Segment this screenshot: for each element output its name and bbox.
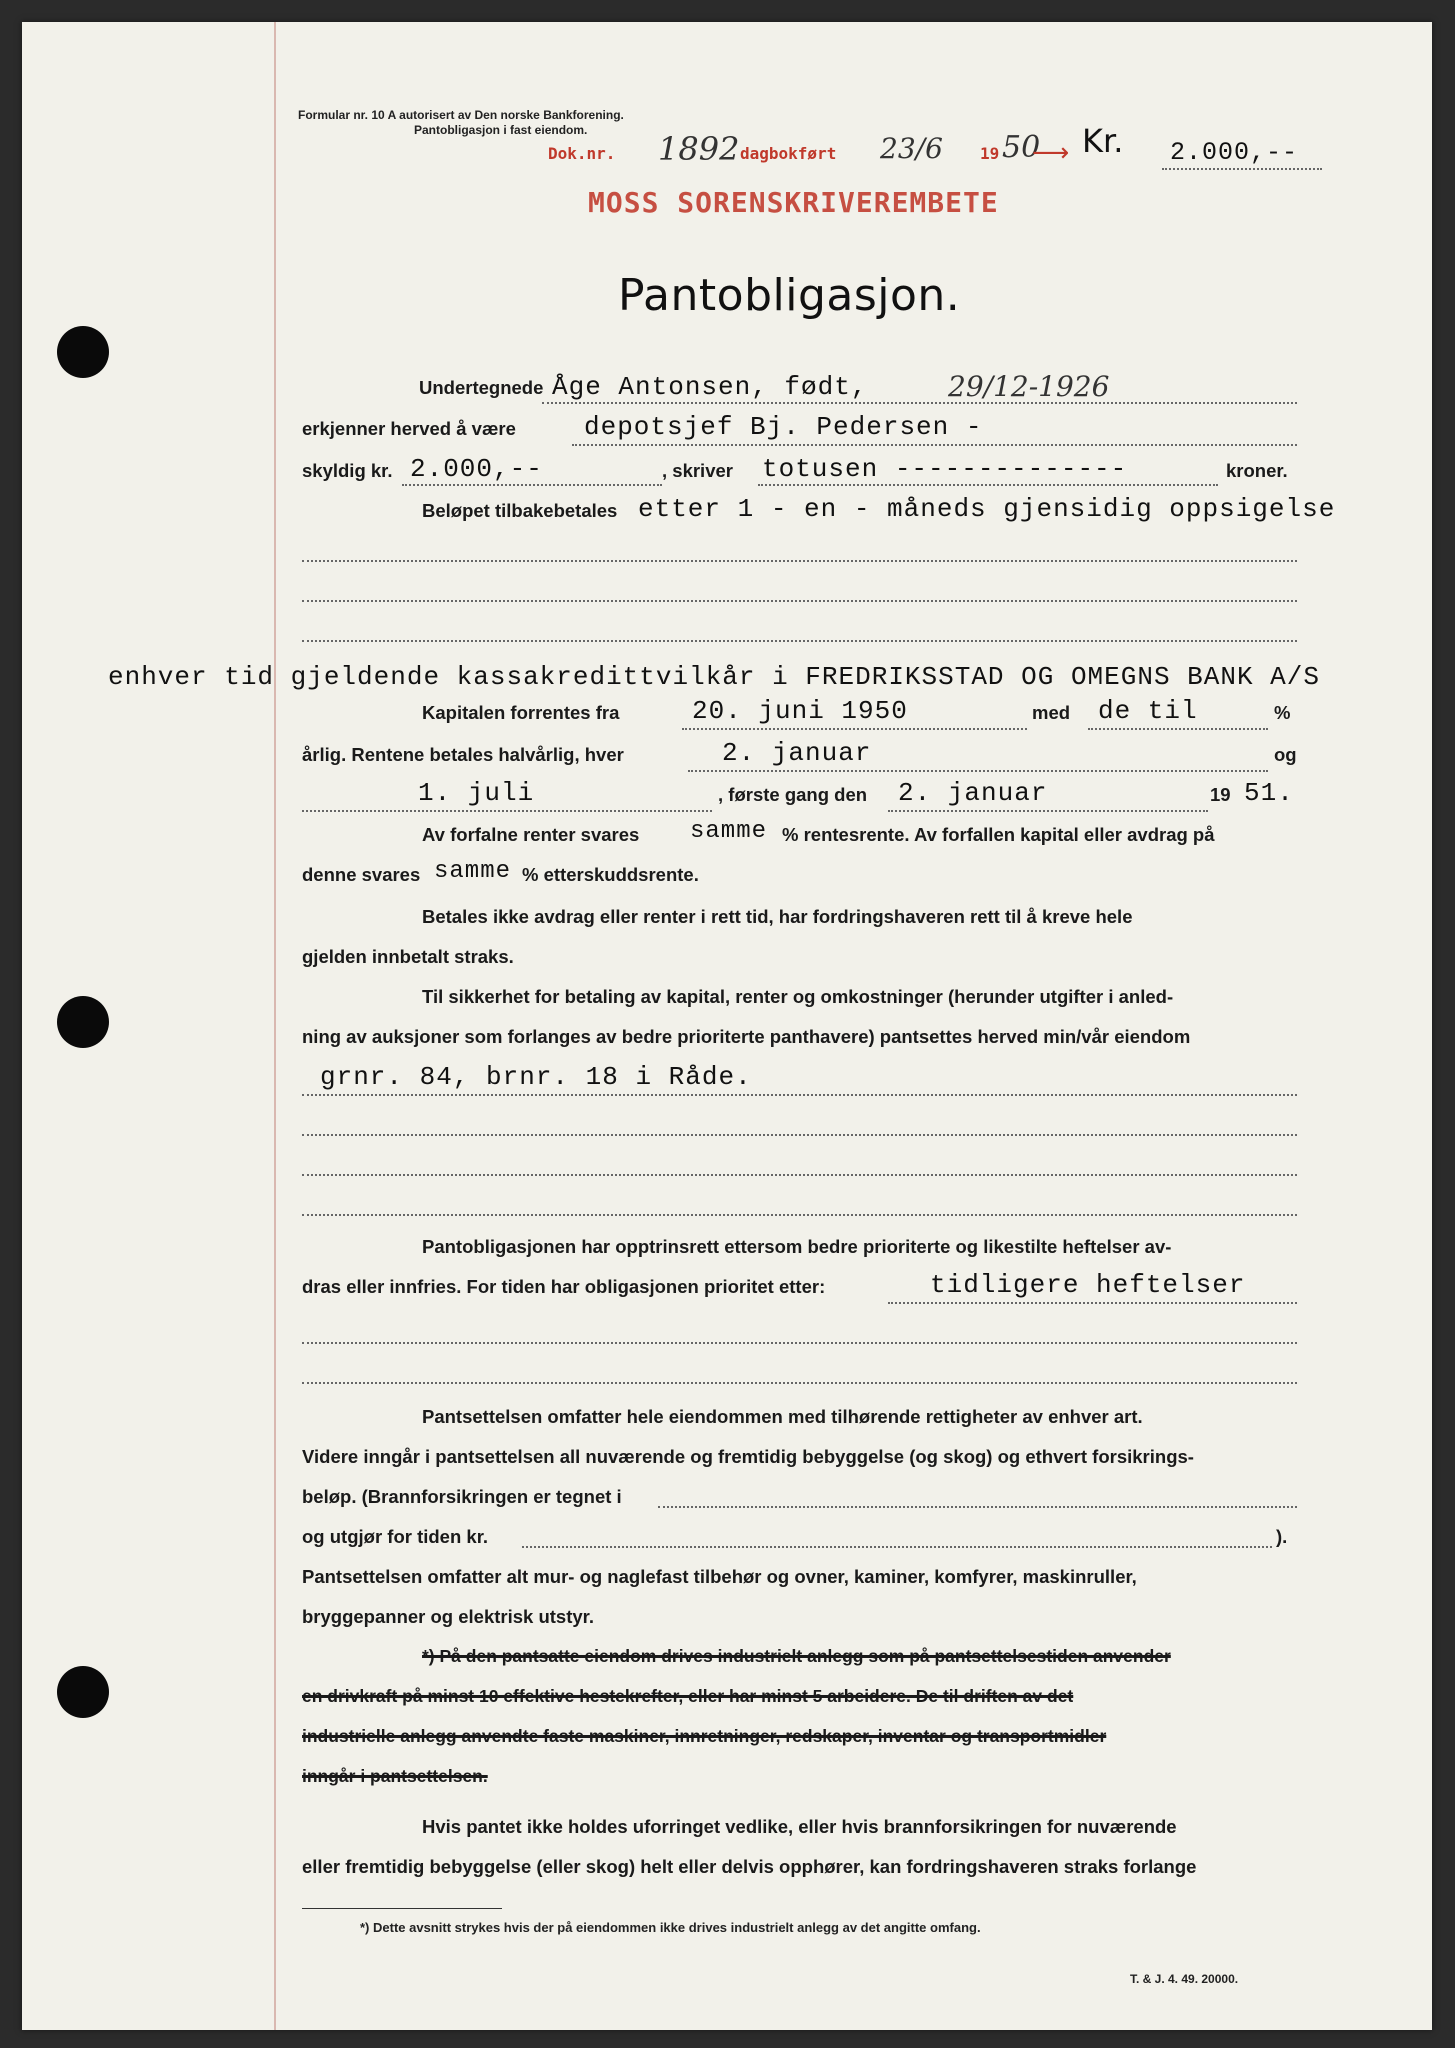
para-innfrin-1: Pantobligasjonen har opptrinsrett ettersom bedre prioriterte og likestilte heftelser av- (422, 1236, 1172, 1257)
printer-mark: T. & J. 4. 49. 20000. (1130, 1972, 1239, 1986)
kr-label: Kr. (1082, 122, 1124, 160)
para-struck-2: en drivkraft på minst 10 effektive hestekrefter, eller har minst 5 arbeidere. De til driften av det (302, 1686, 1074, 1706)
undertegnede-label: Undertegnede (419, 377, 544, 398)
rate-value: de til (1098, 696, 1198, 726)
footnote: *) Dette avsnitt strykes hvis der på eiendommen ikke drives industrielt anlegg av det angitte omfang. (360, 1920, 981, 1935)
stamp-arrow-icon: ⟶ (1032, 138, 1070, 168)
kroner-label: kroner. (1226, 460, 1288, 481)
property-value: grnr. 84, brnr. 18 i Råde. (320, 1062, 752, 1092)
para-struck-1: *) På den pantsatte eiendom drives industrielt anlegg som på pantsettelsestiden anvender (422, 1646, 1171, 1666)
birth-date-handwritten: 29/12-1926 (948, 370, 1110, 403)
para-hvis-1: Hvis pantet ikke holdes uforringet vedlike, eller hvis brannforsikringen for nuværende (422, 1816, 1177, 1837)
punch-hole-bottom (57, 1666, 109, 1718)
punch-hole-top (57, 326, 109, 378)
percent-sign: % (1274, 702, 1291, 723)
rentesrente-label: % rentesrente. Av forfallen kapital eller avdrag på (782, 824, 1215, 845)
creditor-value: depotsjef Bj. Pedersen - (584, 412, 983, 442)
para-mur-1: Pantsettelsen omfatter alt mur- og naglefast tilbehør og ovner, kaminer, komfyrer, maskinruller, (302, 1566, 1137, 1587)
undertegnede-value: Åge Antonsen, født, (552, 372, 868, 402)
para-sikkerhet-2: ning av auksjoner som forlanges av bedre prioriterte panthavere) pantsettes herved min/vår eiendom (302, 1026, 1191, 1047)
forfalne-label: Av forfalne renter svares (422, 824, 640, 845)
year-suffix: 51. (1244, 778, 1294, 808)
stamp-year-prefix: 19 (980, 144, 1000, 163)
forste-date: 2. januar (898, 778, 1048, 808)
para-innfrin-2: dras eller innfries. For tiden har obligasjonen prioritet etter: (302, 1276, 826, 1297)
para-omfatter-1: Pantsettelsen omfatter hele eiendommen med tilhørende rettigheter av enhver art. (422, 1406, 1143, 1427)
arlig-label: årlig. Rentene betales halvårlig, hver (302, 744, 624, 765)
denne-value: samme (434, 858, 512, 885)
para-omfatter-4: og utgjør for tiden kr. (302, 1526, 489, 1547)
forste-label: , første gang den (718, 784, 868, 805)
enhver-line: enhver tid gjeldende kassakredittvilkår i FREDRIKSSTAD OG OMEGNS BANK A/S (108, 662, 1320, 692)
term1-value: 2. januar (722, 738, 872, 768)
kr-amount: 2.000,-- (1170, 138, 1299, 167)
dagbokfort-date-handwritten: 23/6 (880, 132, 943, 165)
para-omfatter-2: Videre inngår i pantsettelsen all nuværende og fremtidig bebyggelse (og skog) og ethvert forsikrings- (302, 1446, 1194, 1467)
year-prefix: 19 (1210, 784, 1231, 805)
para-hvis-2: eller fremtidig bebyggelse (eller skog) helt eller delvis opphører, kan fordringshaveren straks forlange (302, 1856, 1197, 1877)
skriver-label: , skriver (662, 460, 733, 481)
kapitalen-label: Kapitalen forrentes fra (422, 702, 620, 723)
margin-rule (274, 22, 276, 2030)
erkjenner-label: erkjenner herved å være (302, 418, 516, 439)
kapitalen-date: 20. juni 1950 (692, 696, 908, 726)
med-label: med (1032, 702, 1071, 723)
skyldig-amount: 2.000,-- (410, 454, 543, 484)
para-struck-3: industrielle anlegg anvendte faste maskiner, innretninger, redskaper, inventar og transportmidler (302, 1726, 1107, 1746)
para-betales-2: gjelden innbetalt straks. (302, 946, 514, 967)
og-label: og (1274, 744, 1297, 765)
document-page (22, 22, 1432, 2030)
form-authorization-line: Formular nr. 10 A autorisert av Den norske Bankforening. (298, 108, 624, 122)
para-omfatter-3: beløp. (Brannforsikringen er tegnet i (302, 1486, 622, 1507)
doknr-handwritten: 1892 (658, 130, 740, 168)
punch-hole-middle (57, 996, 109, 1048)
para-sikkerhet-1: Til sikkerhet for betaling av kapital, renter og omkostninger (herunder utgifter i anled- (422, 986, 1174, 1007)
year-handwritten: 50 (1002, 130, 1041, 165)
para-omfatter-4-end: ). (1276, 1526, 1288, 1547)
stamp-doknr-label: Dok.nr. (548, 144, 616, 163)
forfalne-value: samme (690, 818, 768, 845)
stamp-dagbokfort-label: dagbokført (740, 144, 837, 163)
term2-value: 1. juli (418, 778, 535, 808)
denne-label: denne svares (302, 864, 421, 885)
skriver-value: totusen -------------- (762, 454, 1128, 484)
document-title: Pantobligasjon. (618, 270, 961, 321)
footnote-rule (302, 1908, 502, 1909)
para-mur-2: bryggepanner og elektrisk utstyr. (302, 1606, 594, 1627)
para-struck-4: inngår i pantsettelsen. (302, 1766, 488, 1786)
etterskudd-label: % etterskuddsrente. (522, 864, 699, 885)
skyldig-label: skyldig kr. (302, 460, 393, 481)
belopet-label: Beløpet tilbakebetales (422, 500, 618, 521)
prioritet-value: tidligere heftelser (930, 1270, 1246, 1300)
form-type-line: Pantobligasjon i fast eiendom. (414, 123, 588, 137)
para-betales-1: Betales ikke avdrag eller renter i rett tid, har fordringshaveren rett til å kreve hele (422, 906, 1133, 927)
belopet-value: etter 1 - en - måneds gjensidig oppsigelse (638, 494, 1336, 524)
stamp-office: MOSS SORENSKRIVEREMBETE (588, 186, 999, 219)
